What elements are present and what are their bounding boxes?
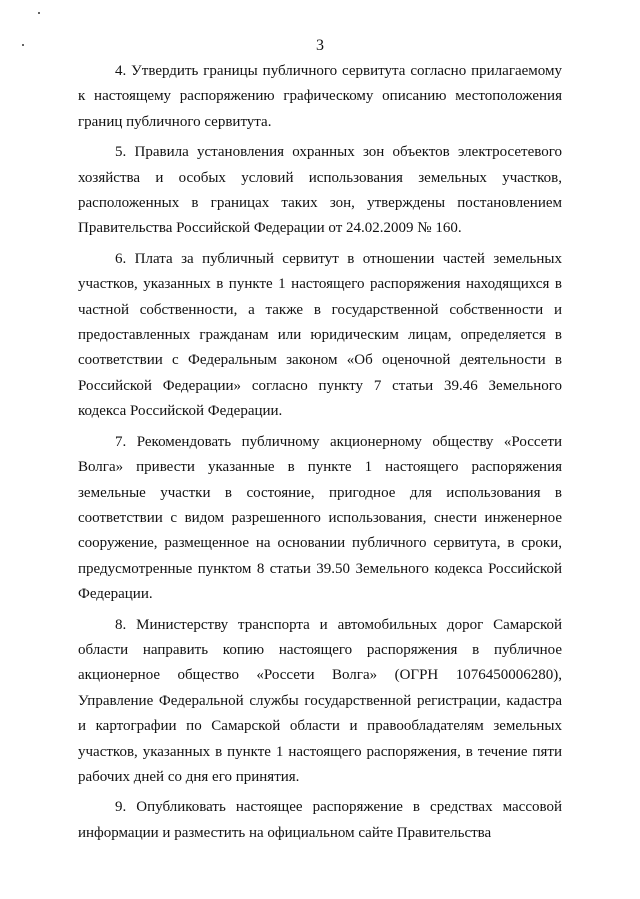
scan-speck bbox=[38, 12, 40, 14]
paragraph-4: 4. Утвердить границы публичного сервитута согласно прилагаемому к настоящему распоряжению графическому описанию местоположения границ публичного сервитута. bbox=[78, 63, 562, 130]
page-number: 3 bbox=[316, 37, 324, 54]
paragraph-6: 6. Плата за публичный сервитут в отношении частей земельных участков, указанных в пункте 1 настоящего распоряжения находящихся в частной собственности, а также в государственной собственности и предоставленных гражданам или юридическим лицам, определяется в соответствии с Федеральным законом «Об оценочной деятельности в Российской Федерации» согласно пункту 7 статьи 39.46 Земельного кодекса Российской Федерации. bbox=[78, 250, 562, 420]
paragraph-9: 9. Опубликовать настоящее распоряжение в средствах массовой информации и разместить на официальном сайте Правительства bbox=[78, 799, 562, 841]
paragraph-5: 5. Правила установления охранных зон объектов электросетевого хозяйства и особых условий использования земельных участков, расположенных в границах таких зон, утверждены постановлением Правительства Российской Федерации от 24.02.2009 № 160. bbox=[78, 144, 562, 237]
paragraph-7: 7. Рекомендовать публичному акционерному обществу «Россети Волга» привести указанные в пункте 1 настоящего распоряжения земельные участки в состояние, пригодное для использования в соответствии с видом разрешенного использования, снести инженерное сооружение, размещенное на основании публичного сервитута, в сроки, предусмотренные пунктом 8 статьи 39.50 Земельного кодекса Российской Федерации. bbox=[78, 433, 562, 603]
paragraph-8: 8. Министерству транспорта и автомобильных дорог Самарской области направить копию настоящего распоряжения в публичное акционерное общество «Россети Волга» (ОГРН 1076450006280), Управление Федеральной службы государственной регистрации, кадастра и картографии по Самарской области и правообладателям земельных участков, указанных в пункте 1 настоящего распоряжения, в течение пяти рабочих дней со дня его принятия. bbox=[78, 616, 562, 785]
document-body bbox=[78, 59, 562, 851]
